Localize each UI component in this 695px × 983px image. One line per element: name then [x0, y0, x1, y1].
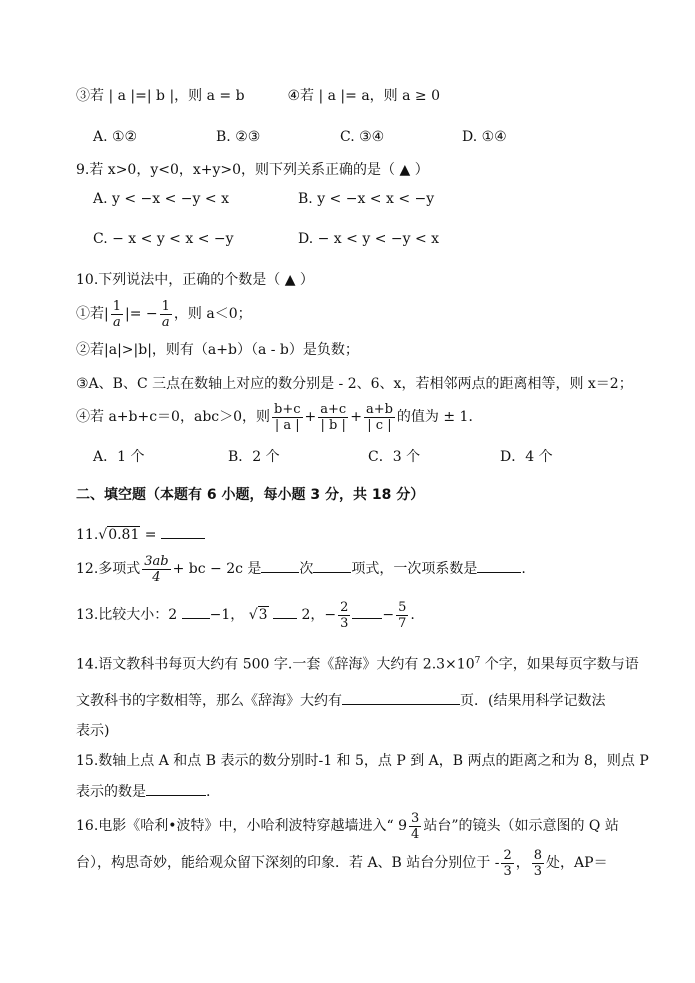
fraction: $\frac{2}{3}$: [503, 847, 512, 879]
fraction: $\frac{3ab}{4}$: [144, 553, 169, 585]
q13-blank-2[interactable]: [273, 604, 297, 619]
fraction: $\frac{a+c}{| b |}$: [320, 401, 347, 433]
fraction: $\frac{1}{a}$: [161, 298, 170, 330]
q15-answer-blank[interactable]: [146, 781, 206, 796]
q12-blank-2[interactable]: [313, 558, 351, 573]
q13: 13.比较大小：2 −1， √3 2，− $\frac{2}{3}$ − $\frac{5}{7}$ .: [76, 599, 415, 631]
q8-option-d: D. ①④: [462, 129, 507, 145]
q9-stem: 9.若 x>0，y<0，x+y>0，则下列关系正确的是（ ▲ ）: [76, 162, 429, 178]
q14-answer-blank[interactable]: [342, 690, 460, 705]
q12-blank-1[interactable]: [261, 558, 299, 573]
q12: 12.多项式 $\frac{3ab}{4}$ + bc − 2c 是 次 项式，一次项系数是 .: [76, 553, 526, 585]
q9-option-d: D. − x < y < −y < x: [298, 231, 440, 247]
q11-answer-blank[interactable]: [161, 524, 205, 539]
q8-statement-4: ④若 | a |= a，则 a ≥ 0: [287, 88, 440, 104]
fraction: $\frac{b+c}{| a |}$: [274, 401, 301, 433]
q15-line-2: 表示的数是 .: [76, 781, 210, 802]
q10-statement-1: ①若| $\frac{1}{a}$ |= − $\frac{1}{a}$ ，则 a＜0；: [76, 298, 252, 330]
q10-statement-2: ②若|a|>|b|，则有（a+b）（a - b）是负数；: [76, 342, 359, 358]
fraction: $\frac{1}{a}$: [112, 298, 121, 330]
q10-option-a: A．1 个: [93, 449, 145, 465]
q12-blank-3[interactable]: [477, 558, 521, 573]
q10-option-c: C．3 个: [368, 449, 421, 465]
q10-option-d: D．4 个: [500, 449, 553, 465]
q8-option-a: A. ①②: [93, 129, 138, 145]
q8-option-b: B. ②③: [216, 129, 261, 145]
fraction: $\frac{5}{7}$: [398, 599, 407, 631]
q9-option-b: B. y < −x < x < −y: [298, 191, 435, 207]
q10-option-b: B．2 个: [228, 449, 280, 465]
q16-line-1: 16.电影《哈利•波特》中，小哈利波特穿越墙进入“ 9 $\frac{3}{4}$ 站台”的镜头（如示意图的 Q 站: [76, 810, 619, 842]
q10-statement-3: ③A、B、C 三点在数轴上对应的数分别是 - 2、6、x，若相邻两点的距离相等，则 x＝2；: [76, 376, 633, 392]
q13-blank-1[interactable]: [182, 604, 210, 619]
q13-blank-3[interactable]: [352, 604, 382, 619]
q10-stem: 10.下列说法中，正确的个数是（ ▲ ）: [76, 272, 314, 288]
fraction: $\frac{a+b}{| c |}$: [365, 401, 393, 433]
q15-line-1: 15.数轴上点 A 和点 B 表示的数分别时-1 和 5，点 P 到 A，B 两点的距离之和为 8，则点 P: [76, 753, 649, 769]
q8-option-c: C. ③④: [340, 129, 385, 145]
q9-option-c: C. − x < y < x < −y: [93, 231, 234, 247]
section-2-title: 二、填空题（本题有 6 小题，每小题 3 分，共 18 分）: [76, 487, 425, 503]
q14-line-3: 表示): [76, 723, 110, 739]
q14-line-2: 文教科书的字数相等，那么《辞海》大约有 页．(结果用科学记数法: [76, 690, 605, 711]
fraction: $\frac{2}{3}$: [340, 599, 349, 631]
sqrt-symbol: √: [248, 607, 258, 623]
q16-line-2: 台），构思奇妙，能给观众留下深刻的印象．若 A、B 站台分别位于 - $\frac{2}{3}$ ， $\frac{8}{3}$ 处，AP＝: [76, 847, 608, 879]
q10-statement-4: ④若 a+b+c＝0，abc＞0，则 $\frac{b+c}{| a |}$ + $\frac{a+c}{| b |}$ + $\frac{a+b}{| c |}$ 的值为 ± 1．: [76, 401, 483, 433]
q8-statement-3-4: [76, 86, 440, 106]
q11: 11.√0.81 =: [76, 524, 205, 545]
fraction: $\frac{3}{4}$: [411, 810, 420, 842]
fraction: $\frac{8}{3}$: [533, 847, 543, 879]
q14-line-1: 14.语文教科书每页大约有 500 字.一套《辞海》大约有 $2.3\times 10^7$ 个字，如果每页字数与语: [76, 656, 639, 673]
sqrt-symbol: √: [98, 527, 108, 543]
q9-option-a: A. y < −x < −y < x: [93, 191, 229, 207]
q8-statement-3: ③若 | a |=| b |，则 a = b: [76, 88, 245, 104]
